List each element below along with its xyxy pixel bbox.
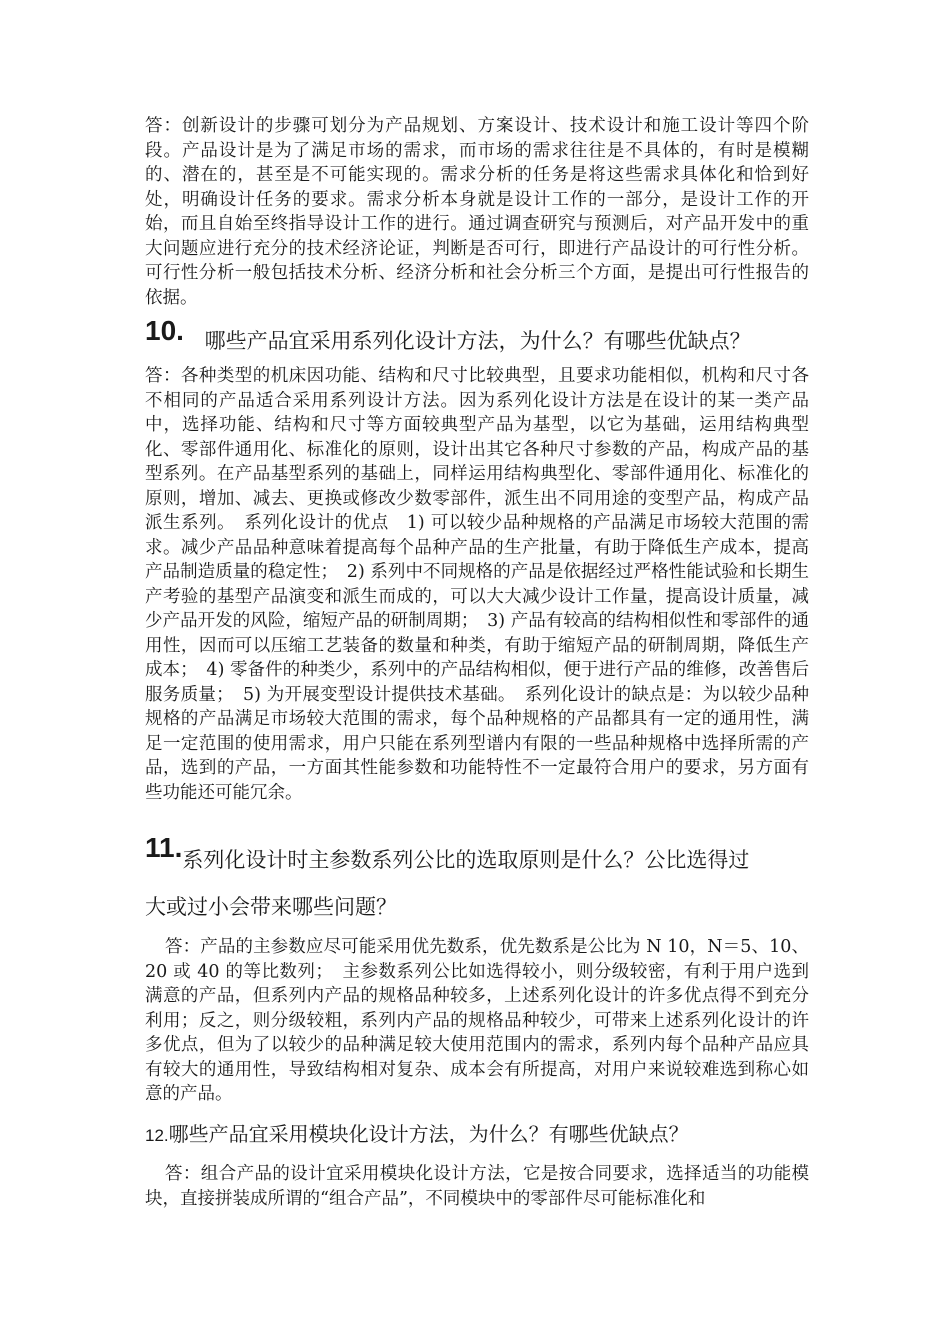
question-11-number: 11.: [145, 832, 183, 863]
question-12-text: 哪些产品宜采用模块化设计方法，为什么？有哪些优缺点？: [168, 1122, 689, 1146]
question-10-text: 哪些产品宜采用系列化设计方法，为什么？有哪些优缺点？: [204, 329, 751, 353]
answer-9-paragraph: 答：创新设计的步骤可划分为产品规划、方案设计、技术设计和施工设计等四个阶段。产品设计是为了满足市场的需求，而市场的需求往往是不具体的，有时是模糊的、潜在的，甚至是不可能实现的。需求分析的任务是将这些需求具体化和恰到好处，明确设计任务的要求。需求分析本身就是设计工作的一部分，是设计工作的开始，而且自始至终指导设计工作的进行。通过调查研究与预测后，对产品开发中的重大问题应进行充分的技术经济论证，判断是否可行，即进行产品设计的可行性分析。可行性分析一般包括技术分析、经济分析和社会分析三个方面，是提出可行性报告的依据。: [145, 116, 809, 308]
answer-12-paragraph: 答：组合产品的设计宜采用模块化设计方法，它是按合同要求，选择适当的功能模块，直接拼装成所谓的“组合产品”，不同模块中的零部件尽可能标准化和: [145, 1164, 809, 1209]
question-11-text-line1: 系列化设计时主参数系列公比的选取原则是什么？公比选得过: [182, 848, 750, 872]
question-12-heading: [145, 1120, 815, 1150]
question-10-heading: [145, 315, 815, 353]
question-12-number: 12.: [145, 1126, 169, 1145]
question-11-text-line2: 大或过小会带来哪些问题？: [145, 895, 397, 919]
answer-10-paragraph: 答：各种类型的机床因功能、结构和尺寸比较典型，且要求功能相似，机构和尺寸各不相同的产品适合采用系列设计方法。因为系列化设计方法是在设计的某一类产品中，选择功能、结构和尺寸等方面较典型产品为基型，以它为基础，运用结构典型化、零部件通用化、标准化的原则，设计出其它各种尺寸参数的产品，构成产品的基型系列。在产品基型系列的基础上，同样运用结构典型化、零部件通用化、标准化的原则，增加、减去、更换或修改少数零部件，派生出不同用途的变型产品，构成产品派生系列。 系列化设计的优点 1) 可以较少品种规格的产品满足市场较大范围的需求。减少产品品种意味着提高每个品种产品的生产批量，有助于降低生产成本，提高产品制造质量的稳定性； 2) 系列中不同规格的产品是依据经过严格性能试验和长期生产考验的基型产品演变和派生而成的，可以大大减少设计工作量，提高设计质量，减少产品开发的风险，缩短产品的研制周期； 3) 产品有较高的结构相似性和零部件的通用性，因而可以压缩工艺装备的数量和种类，有助于缩短产品的研制周期，降低生产成本； 4) 零备件的种类少，系列中的产品结构相似，便于进行产品的维修，改善售后服务质量； 5) 为开展变型设计提供技术基础。 系列化设计的缺点是：为以较少品种规格的产品满足市场较大范围的需求，每个品种规格的产品都具有一定的通用性，满足一定范围的使用需求，用户只能在系列型谱内有限的一些品种规格中选择所需的产品，选到的产品，一方面其性能参数和功能特性不一定最符合用户的要求，另方面有些功能还可能冗余。: [145, 366, 809, 803]
question-11-heading: [145, 832, 815, 872]
answer-11-paragraph: 答：产品的主参数应尽可能采用优先数系，优先数系是公比为 N 10，N＝5、10、20 或 40 的等比数列； 主参数系列公比如选得较小，则分级较密，有利于用户选到满意的产品，但系列内产品的规格品种较多，上述系列化设计的许多优点得不到充分利用；反之，则分级较粗，系列内产品的规格品种较少，可带来上述系列化设计的许多优点，但为了以较少的品种满足较大使用范围内的需求，系列内每个品种产品应具有较大的通用性，导致结构相对复杂、成本会有所提高，对用户来说较难选到称心如意的产品。: [145, 937, 809, 1104]
question-10-number: 10.: [145, 315, 184, 346]
